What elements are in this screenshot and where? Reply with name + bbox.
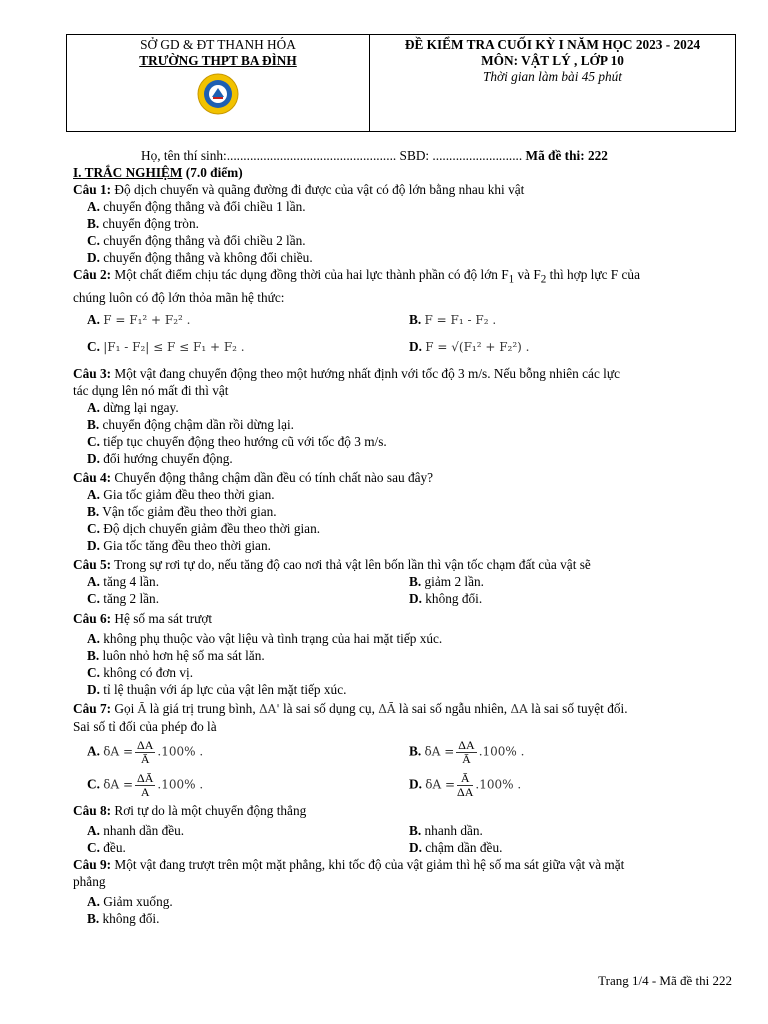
exam-header-table: [66, 34, 736, 132]
exam-code: Mã đề thi: 222: [525, 148, 608, 163]
options-row-cd: [73, 839, 743, 856]
option-c: C. đều.: [87, 839, 126, 855]
option-c: C. chuyển động thẳng và đổi chiều 2 lần.: [87, 233, 306, 248]
student-name-sbd: Họ, tên thí sinh:................................................... SBD: ...........................: [141, 148, 523, 163]
option-d: D. chậm dần đều.: [409, 839, 503, 855]
option-a: A. tăng 4 lần.: [87, 573, 160, 589]
exam-time: Thời gian làm bài 45 phút: [483, 69, 622, 84]
question-text: Độ dịch chuyển và quãng đường đi được của vật có độ lớn bằng nhau khi vật: [114, 182, 525, 197]
section-title: [73, 164, 743, 181]
option-c: C. tiếp tục chuyển động theo hướng cũ với tốc độ 3 m/s.: [87, 433, 387, 449]
question-label: Câu 1:: [73, 182, 112, 197]
option-a: A. Gia tốc giảm đều theo thời gian.: [87, 486, 275, 502]
question-8: Câu 8: Rơi tự do là một chuyển động thẳng A. nhanh dần đều. B. nhanh dần. C. đều. D. chậm dần đều.: [73, 802, 743, 856]
option-b: B. không đổi.: [87, 910, 160, 926]
question-5: Câu 5: Trong sự rơi tự do, nếu tăng độ cao nơi thả vật lên bốn lần thì vận tốc chạm đất của vật sẽ A. tăng 4 lần. B. giảm 2 lần. C. tăng 2 lần. D. không đổi.: [73, 556, 743, 607]
option-a: A. F = F₁² + F₂² .: [87, 311, 191, 327]
option-b: B. δA = $\frac{\Delta A}{Ā}$ .100% .: [409, 737, 525, 766]
option-b: B. nhanh dần.: [409, 822, 483, 838]
exam-content: [73, 147, 743, 927]
option-a: A. Giảm xuống.: [87, 893, 173, 909]
student-info-line: [73, 147, 743, 164]
exam-info-cell: [370, 35, 735, 131]
option-d: D. không đổi.: [409, 590, 483, 606]
school-name: TRƯỜNG THPT BA ĐÌNH: [139, 53, 297, 68]
school-logo-icon: [197, 73, 239, 115]
question-6: Câu 6: Hệ số ma sát trượt A. không phụ thuộc vào vật liệu và tình trạng của hai mặt tiếp xúc. B. luôn nhỏ hơn hệ số ma sát lăn. C. không có đơn vị. D. tỉ lệ thuận với áp lực của vật lên mặt tiếp xúc.: [73, 610, 743, 698]
question-4: Câu 4: Chuyển động thẳng chậm dần đều có tính chất nào sau đây? A. Gia tốc giảm đều theo thời gian. B. Vận tốc giảm đều theo thời gian. C. Độ dịch chuyển giảm đều theo thời gian. D. Gia tốc tăng đều theo thời gian.: [73, 469, 743, 554]
option-b: B. chuyển động tròn.: [87, 216, 199, 231]
option-a: A. dừng lại ngay.: [87, 399, 179, 415]
option-d: D. chuyển động thẳng và không đổi chiều.: [87, 250, 313, 265]
option-a: A. chuyển động thẳng và đổi chiều 1 lần.: [87, 199, 306, 214]
options-row-ab: [73, 822, 743, 839]
question-1: [73, 181, 743, 266]
school-cell: [67, 35, 370, 131]
option-b: B. giảm 2 lần.: [409, 573, 484, 589]
option-c: C. δA = $\frac{\Delta Ā}{A}$ .100% .: [87, 770, 204, 799]
department-name: SỞ GD & ĐT THANH HÓA: [140, 37, 296, 52]
question-text-line2: chúng luôn có độ lớn thỏa mãn hệ thức:: [73, 289, 285, 305]
option-d: D. F = √(F₁² + F₂²) .: [409, 338, 530, 354]
section-title-text: I. TRẮC NGHIỆM: [73, 165, 183, 180]
option-b: B. luôn nhỏ hơn hệ số ma sát lăn.: [87, 647, 265, 663]
option-d: D. tỉ lệ thuận với áp lực của vật lên mặt tiếp xúc.: [87, 681, 347, 697]
page-footer: Trang 1/4 - Mã đề thi 222: [598, 973, 732, 988]
option-d: D. Gia tốc tăng đều theo thời gian.: [87, 537, 271, 553]
options-row-cd: [73, 772, 743, 799]
question-9: Câu 9: Một vật đang trượt trên một mặt phẳng, khi tốc độ của vật giảm thì hệ số ma sát giữa vật và mặt phẳng A. Giảm xuống. B. không đổi.: [73, 856, 743, 927]
options-row-cd: [73, 338, 743, 356]
question-2: Câu 2: Một chất điểm chịu tác dụng đồng thời của hai lực thành phần có độ lớn $F_1$ và $F_2$ thì hợp lực F của chúng luôn có độ lớn thỏa mãn hệ thức: A. F = F₁² + F₂² . B. F = F₁ - F₂ . C. |F₁ - F₂| ≤ F ≤ F₁ + F₂ . D. F = √(F₁² + F₂²) .: [73, 266, 743, 356]
option-c: C. không có đơn vị.: [87, 664, 194, 680]
option-b: B. chuyển động chậm dần rồi dừng lại.: [87, 416, 294, 432]
section-points: (7.0 điểm): [185, 165, 243, 180]
option-b: B. Vận tốc giảm đều theo thời gian.: [87, 503, 277, 519]
option-d: D. δA = $\frac{Ā}{\Delta A}$ .100% .: [409, 770, 522, 799]
option-c: C. Độ dịch chuyển giảm đều theo thời gian.: [87, 520, 321, 536]
option-a: A. δA = $\frac{\Delta A}{Ā}$ .100% .: [87, 737, 204, 766]
option-c: C. tăng 2 lần.: [87, 590, 160, 606]
options-row-cd: [73, 590, 743, 607]
option-c: C. |F₁ - F₂| ≤ F ≤ F₁ + F₂ .: [87, 338, 245, 354]
option-a: A. không phụ thuộc vào vật liệu và tình trạng của hai mặt tiếp xúc.: [87, 630, 443, 646]
exam-subject: MÔN: VẬT LÝ , LỚP 10: [481, 53, 624, 68]
option-b: B. F = F₁ - F₂ .: [409, 311, 497, 327]
options-row-ab: [73, 311, 743, 329]
question-3: Câu 3: Một vật đang chuyển động theo một hướng nhất định với tốc độ 3 m/s. Nếu bỗng nhiên các lực tác dụng lên nó mất đi thì vật A. dừng lại ngay. B. chuyển động chậm dần rồi dừng lại. C. tiếp tục chuyển động theo hướng cũ với tốc độ 3 m/s. D. đổi hướng chuyển động.: [73, 365, 743, 467]
option-a: A. nhanh dần đều.: [87, 822, 185, 838]
question-7: Câu 7: Gọi Ā là giá trị trung bình, ΔA' là sai số dụng cụ, ΔĀ là sai số ngẫu nhiên, ΔA là sai số tuyệt đối. Sai số tỉ đối của phép đo là A. δA = $\frac{\Delta A}{Ā}$ .100% . B. δA = $\frac{\Delta A}{Ā}$ .100% . C. δA = $\frac{\Delta Ā}{A}$ .100% . D. δA = $\frac{Ā}{\Delta A}$ .100% .: [73, 700, 743, 799]
options-row-ab: [73, 573, 743, 590]
options-row-ab: [73, 739, 743, 766]
exam-title: ĐỀ KIỂM TRA CUỐI KỲ I NĂM HỌC 2023 - 2024: [404, 37, 701, 52]
option-d: D. đổi hướng chuyển động.: [87, 450, 233, 466]
question-label: Câu 2:: [73, 267, 112, 282]
